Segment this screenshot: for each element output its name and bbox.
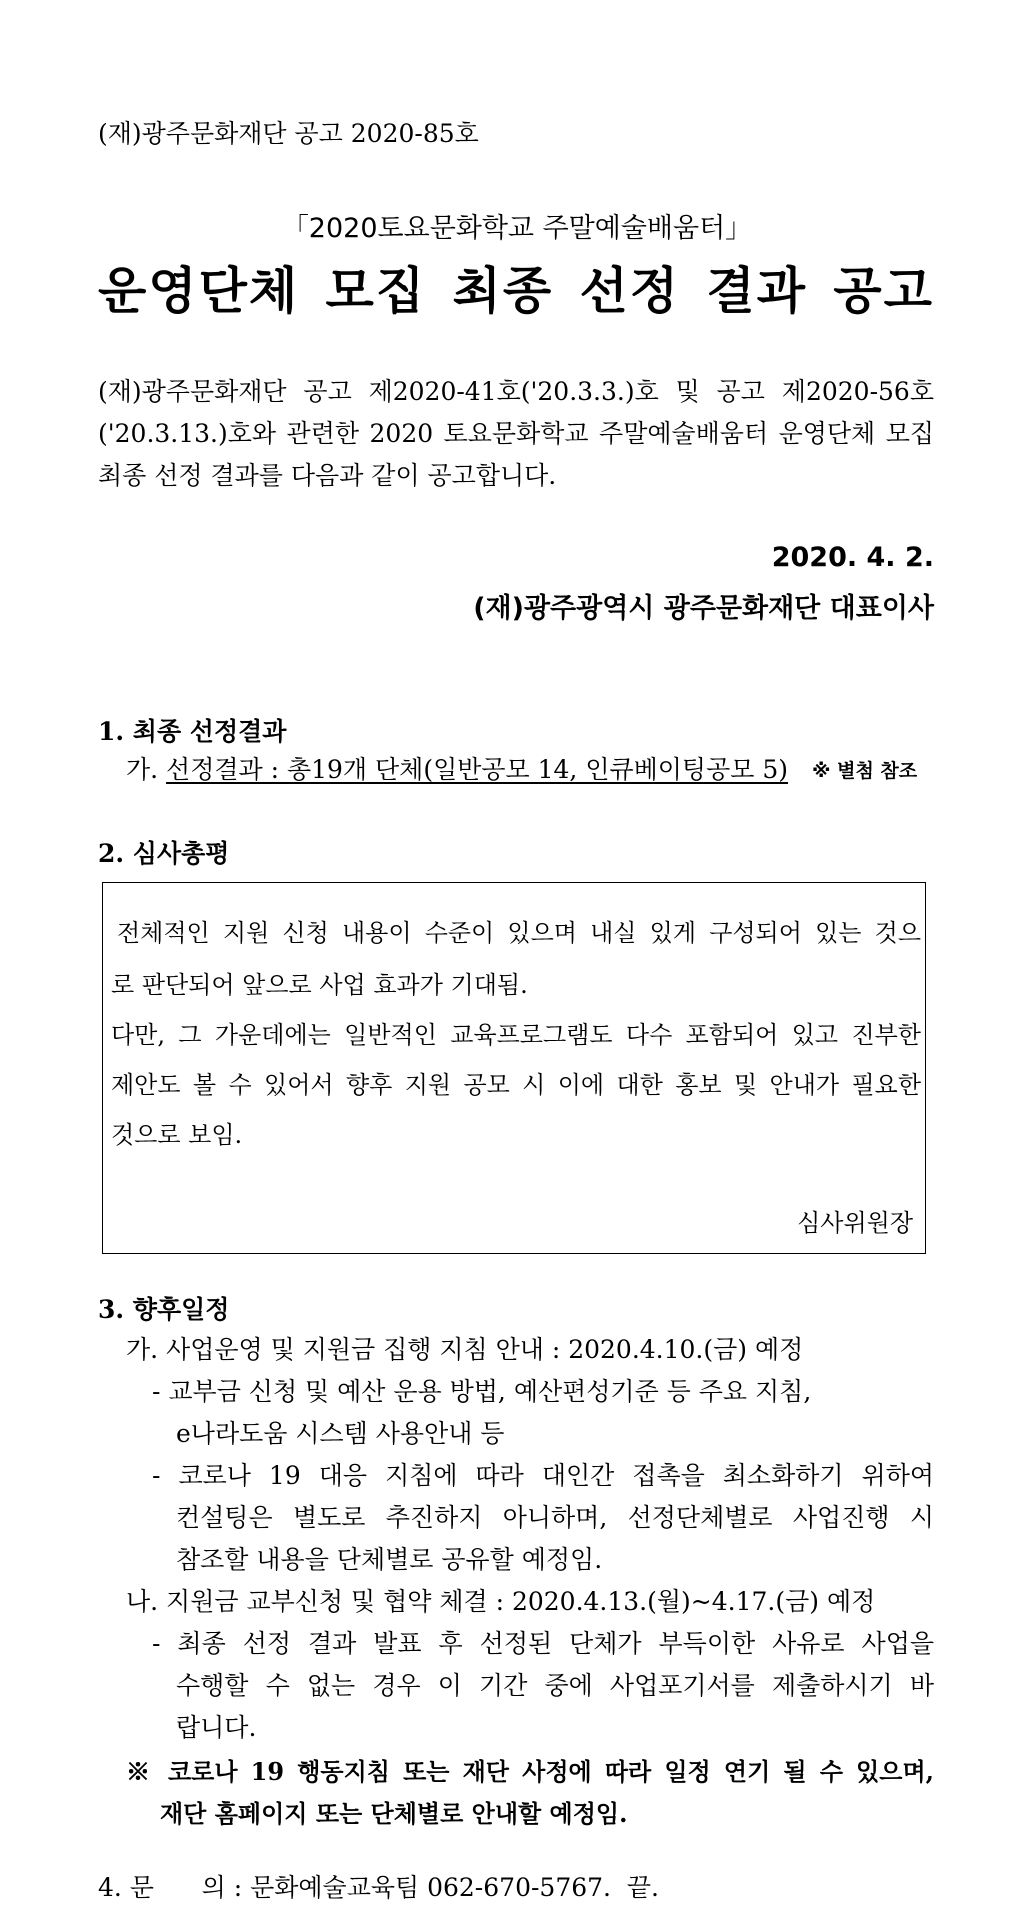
selection-result-prefix: 가. bbox=[126, 755, 167, 784]
review-line-3: 다만, 그 가운데에는 일반적인 교육프로그램도 다수 포함되어 있고 진부한 bbox=[111, 1021, 921, 1049]
section2-title: 2. 심사총평 bbox=[98, 839, 230, 868]
selection-result bbox=[126, 750, 788, 786]
schedule-item-b: 나. 지원금 교부신청 및 협약 체결 : 2020.4.13.(월)~4.17.(금) 예정 bbox=[126, 1587, 876, 1616]
schedule-b-bullet-1-line-3: 랍니다. bbox=[176, 1713, 257, 1742]
schedule-b-bullet-1-line-2: 수행할 수 없는 경우 이 기간 중에 사업포기서를 제출하시기 바 bbox=[176, 1671, 934, 1700]
contact-info: 4. 문 의 : 문화예술교육팀 062-670-5767. 끝. bbox=[98, 1873, 659, 1902]
intro-line-3: 최종 선정 결과를 다음과 같이 공고합니다. bbox=[98, 461, 557, 490]
schedule-note-line-1: ※ 코로나 19 행동지침 또는 재단 사정에 따라 일정 연기 될 수 있으며, bbox=[126, 1757, 934, 1786]
schedule-a-bullet-2-line-1: - 코로나 19 대응 지침에 따라 대인간 접촉을 최소화하기 위하여 bbox=[152, 1461, 934, 1490]
review-line-2: 로 판단되어 앞으로 사업 효과가 기대됨. bbox=[111, 971, 528, 999]
schedule-item-a: 가. 사업운영 및 지원금 집행 지침 안내 : 2020.4.10.(금) 예정 bbox=[126, 1335, 804, 1364]
review-comment-box bbox=[102, 882, 926, 1254]
document-title: 운영단체 모집 최종 선정 결과 공고 bbox=[98, 262, 934, 320]
notice-date: 2020. 4. 2. bbox=[771, 542, 934, 573]
issuer: (재)광주광역시 광주문화재단 대표이사 bbox=[473, 593, 934, 624]
document-subtitle: 「2020토요문화학교 주말예술배움터」 bbox=[281, 213, 753, 244]
section1-title: 1. 최종 선정결과 bbox=[98, 717, 287, 746]
review-line-1: 전체적인 지원 신청 내용이 수준이 있으며 내실 있게 구성되어 있는 것으 bbox=[117, 919, 921, 947]
selection-result-text: 선정결과 : 총19개 단체(일반공모 14, 인큐베이팅공모 5) bbox=[166, 755, 788, 784]
schedule-a-bullet-2-line-3: 참조할 내용을 단체별로 공유할 예정임. bbox=[176, 1545, 603, 1574]
schedule-b-bullet-1-line-1: - 최종 선정 결과 발표 후 선정된 단체가 부득이한 사유로 사업을 bbox=[152, 1629, 934, 1658]
section3-title: 3. 향후일정 bbox=[98, 1295, 230, 1324]
intro-line-1: (재)광주문화재단 공고 제2020-41호('20.3.3.)호 및 공고 제2020-56호 bbox=[98, 377, 934, 406]
review-line-5: 것으로 보임. bbox=[111, 1121, 243, 1149]
annex-note: ※ 별첨 참조 bbox=[812, 760, 918, 782]
review-line-4: 제안도 볼 수 있어서 향후 지원 공모 시 이에 대한 홍보 및 안내가 필요한 bbox=[111, 1071, 921, 1099]
schedule-note-line-2: 재단 홈페이지 또는 단체별로 안내할 예정임. bbox=[160, 1799, 628, 1828]
schedule-a-bullet-1-line-1: - 교부금 신청 및 예산 운용 방법, 예산편성기준 등 주요 지침, bbox=[152, 1377, 812, 1406]
review-signature: 심사위원장 bbox=[797, 1209, 913, 1237]
schedule-a-bullet-1-line-2: e나라도움 시스템 사용안내 등 bbox=[176, 1419, 505, 1448]
schedule-a-bullet-2-line-2: 컨설팅은 별도로 추진하지 아니하며, 선정단체별로 사업진행 시 bbox=[176, 1503, 934, 1532]
notice-number: (재)광주문화재단 공고 2020-85호 bbox=[98, 119, 479, 148]
intro-line-2: ('20.3.13.)호와 관련한 2020 토요문화학교 주말예술배움터 운영단체 모집 bbox=[98, 419, 934, 448]
